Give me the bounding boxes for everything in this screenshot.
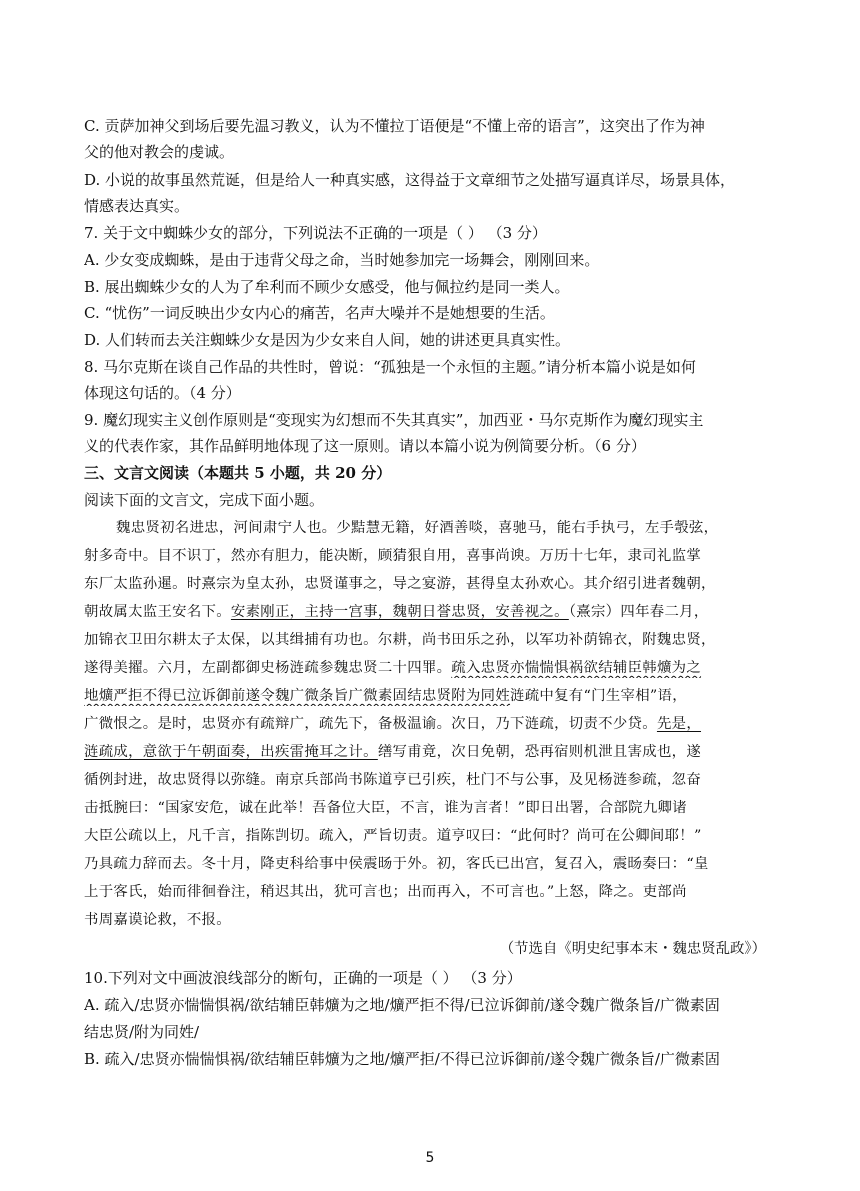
question-10: 10.下列对文中画波浪线部分的断句，正确的一项是（ ） （3 分） xyxy=(84,969,522,987)
question-9-line1: 9. 魔幻现实主义创作原则是“变现实为幻想而不失其真实”，加西亚・马尔克斯作为魔幻现实主 xyxy=(84,411,704,429)
q10-option-a-line1: A. 疏入/忠贤亦惴惴惧祸/欲结辅臣韩爌为之地/爌严拒不得/已泣诉御前/遂令魏广微条旨/广微素固 xyxy=(84,996,720,1014)
passage-line-6-text: 遂得美擢。六月，左副都御史杨涟疏参魏忠贤二十四罪。 xyxy=(84,660,452,676)
question-7: 7. 关于文中蜘蛛少女的部分，下列说法不正确的一项是（ ） （3 分） xyxy=(84,224,547,242)
underlined-sentence-2-part-2: 涟疏成，意欲于午朝面奏，出疾雷掩耳之计。 xyxy=(84,744,378,760)
q7-option-c: C. “忧伤”一词反映出少女内心的痛苦，名声大噪并不是她想要的生活。 xyxy=(84,304,555,322)
section-3-heading: 三、文言文阅读（本题共 5 小题，共 20 分） xyxy=(84,464,392,482)
passage-line-14: 上于客氏，始而徘徊眷注，稍迟其出，犹可言也；出而再入，不可言也。”上怒，降之。吏部尚 xyxy=(84,884,687,900)
q10-option-b-line1: B. 疏入/忠贤亦惴惴惧祸/欲结辅臣韩爌为之地/爌严拒/不得已泣诉御前/遂令魏广微条旨/广微素固 xyxy=(84,1050,720,1068)
passage-line-1: 魏忠贤初名进忠，河间肃宁人也。少黠慧无籍，好酒善啖，喜驰马，能右手执弓，左手彀弦， xyxy=(116,520,719,536)
passage-line-7-tail: 涟疏中复有“门生宰相”语， xyxy=(510,688,687,704)
passage-line-6 xyxy=(84,658,776,678)
q6-option-c-line2: 父的他对教会的虔诚。 xyxy=(84,143,235,161)
passage-line-4-tail: （熹宗）四年春二月， xyxy=(568,604,709,620)
question-9-line2: 义的代表作家，其作品鲜明地体现了这一原则。请以本篇小说为例简要分析。（6 分） xyxy=(84,437,646,455)
passage-line-13: 乃具疏力辞而去。冬十月，降吏科给事中侯震旸于外。初，客氏已出宫，复召入，震旸奏曰：“皇 xyxy=(84,856,709,872)
underlined-sentence-2-part-1: 先是， xyxy=(656,716,702,732)
underlined-sentence-1: 安素刚正，主持一宫事，魏朝日誉忠贤，安善视之。 xyxy=(230,604,569,620)
section-3-instruction: 阅读下面的文言文，完成下面小题。 xyxy=(84,491,325,509)
q10-option-a-line2: 结忠贤/附为同姓/ xyxy=(84,1023,200,1041)
passage-line-12: 大臣公疏以上，凡千言，指陈剀切。疏入，严旨切责。道亨叹曰：“此何时？尚可在公卿间耶！” xyxy=(84,828,702,844)
q7-option-d: D. 人们转而去关注蜘蛛少女是因为少女来自人间，她的讲述更具真实性。 xyxy=(84,331,571,349)
page-number: 5 xyxy=(425,1150,435,1166)
question-8-line1: 8. 马尔克斯在谈自己作品的共性时，曾说：“孤独是一个永恒的主题。”请分析本篇小说是如何 xyxy=(84,358,696,376)
passage-line-15: 书周嘉谟论救，不报。 xyxy=(84,912,231,928)
passage-source: （节选自《明史纪事本末・魏忠贤乱政》） xyxy=(499,941,766,957)
wavy-line-part-1: 疏入忠贤亦惴惴惧祸欲结辅臣韩爌为之 xyxy=(451,660,702,676)
q6-option-d-line2: 情感表达真实。 xyxy=(84,197,190,215)
q6-option-c-line1: C. 贡萨加神父到场后要先温习教义，认为不懂拉丁语便是“不懂上帝的语言”，这突出了作为神 xyxy=(84,117,705,135)
passage-line-10: 循例封进，故忠贤得以弥缝。南京兵部尚书陈道亨已引疾，杜门不与公事，及见杨涟参疏，忽奋 xyxy=(84,772,702,788)
passage-line-4 xyxy=(84,602,776,622)
passage-line-8-text: 广微恨之。是时，忠贤亦有疏辩广，疏先下，备极温谕。次日，乃下涟疏，切责不少贷。 xyxy=(84,716,657,732)
passage-line-2: 射多奇中。目不识丁，然亦有胆力，能决断，顾猜狠自用，喜事尚谀。万历十七年，隶司礼监掌 xyxy=(84,548,702,564)
passage-line-8 xyxy=(84,714,776,734)
passage-line-5: 加锦衣卫田尔耕太子太保，以其缉捕有功也。尔耕，尚书田乐之孙，以军功补荫锦衣，附魏忠贤， xyxy=(84,632,716,648)
wavy-line-part-2: 地爌严拒不得已泣诉御前遂令魏广微条旨广微素固结忠贤附为同姓 xyxy=(84,688,511,704)
q7-option-b: B. 展出蜘蛛少女的人为了牟利而不顾少女感受，他与佩拉约是同一类人。 xyxy=(84,278,570,296)
q7-option-a: A. 少女变成蜘蛛，是由于违背父母之命，当时她参加完一场舞会，刚刚回来。 xyxy=(84,251,600,269)
passage-line-7 xyxy=(84,686,776,706)
question-8-line2: 体现这句话的。（4 分） xyxy=(84,384,241,402)
passage-line-11: 击抵腕曰：“国家安危，诚在此举！吾备位大臣，不言，谁为言者！”即日出署，合部院九卿诸 xyxy=(84,800,687,816)
q6-option-d-line1: D. 小说的故事虽然荒诞，但是给人一种真实感，这得益于文章细节之处描写逼真详尽，场景具体， xyxy=(84,171,736,189)
passage-line-3: 东厂太监孙暹。时熹宗为皇太孙，忠贤谨事之，导之宴游，甚得皇太孙欢心。其介绍引进者魏朝， xyxy=(84,576,716,592)
passage-line-9-tail: 缮写甫竟，次日免朝，恐再宿则机泄且害成也，遂 xyxy=(377,744,702,760)
passage-line-4-text: 朝故属太监王安名下。 xyxy=(84,604,231,620)
passage-line-9 xyxy=(84,742,776,762)
